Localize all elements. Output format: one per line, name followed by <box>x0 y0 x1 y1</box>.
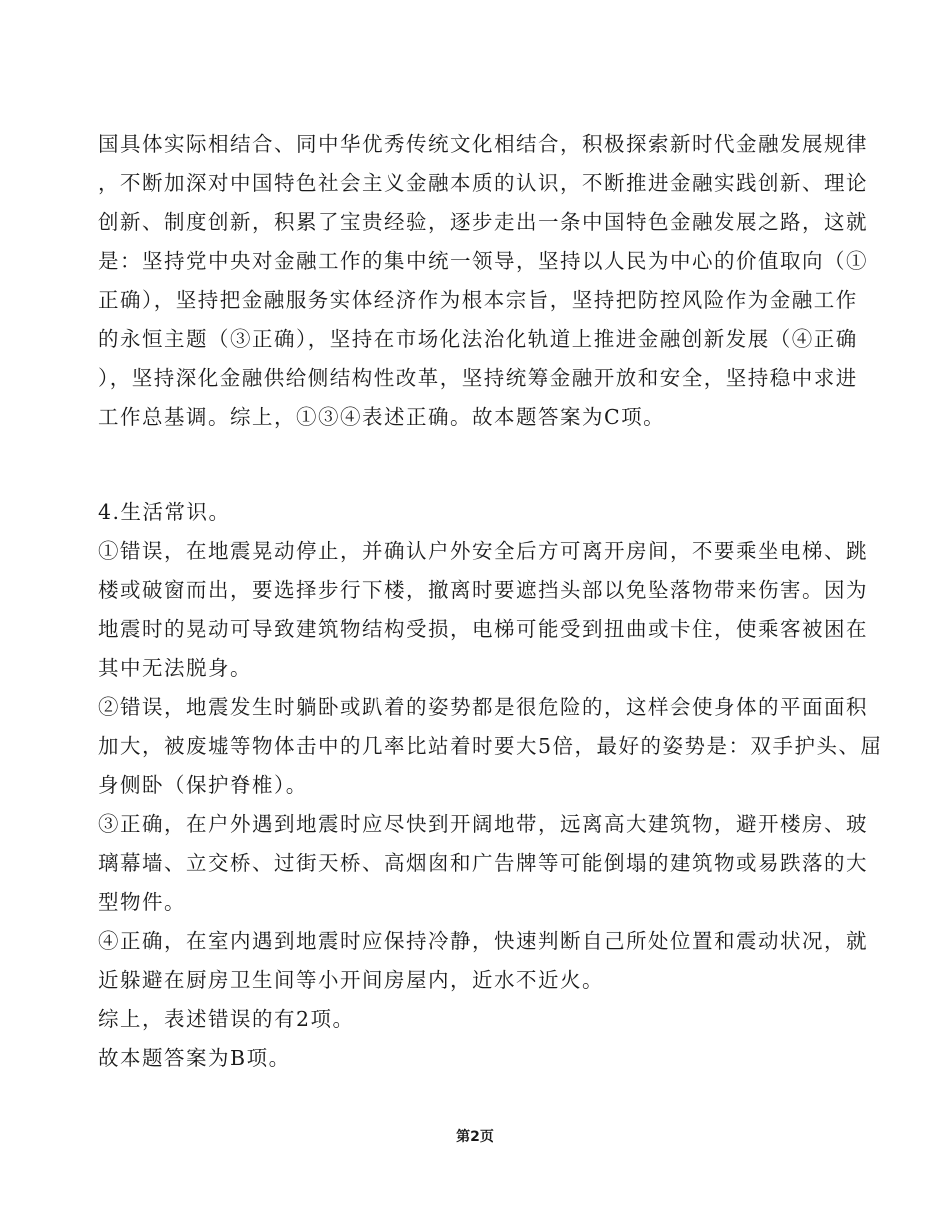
text-line: 工作总基调。综上，①③④表述正确。故本题答案为C项。 <box>98 405 666 429</box>
text-line: 是：坚持党中央对金融工作的集中统一领导，坚持以人民为中心的价值取向（① <box>98 249 868 273</box>
text-line: ②错误，地震发生时躺卧或趴着的姿势都是很危险的，这样会使身体的平面面积 <box>98 695 868 719</box>
answer-line: 故本题答案为B项。 <box>98 1046 291 1070</box>
text-line: 国具体实际相结合、同中华优秀传统文化相结合，积极探索新时代金融发展规律 <box>98 132 868 156</box>
text-line: 其中无法脱身。 <box>98 656 252 680</box>
text-line: ③正确，在户外遇到地震时应尽快到开阔地带，远离高大建筑物，避开楼房、玻 <box>98 812 868 836</box>
text-line: 创新、制度创新，积累了宝贵经验，逐步走出一条中国特色金融发展之路，这就 <box>98 210 868 234</box>
text-line: 璃幕墙、立交桥、过街天桥、高烟囱和广告牌等可能倒塌的建筑物或易跌落的大 <box>98 851 868 875</box>
text-line: 的永恒主题（③正确），坚持在市场化法治化轨道上推进金融创新发展（④正确 <box>98 327 858 351</box>
text-line: 正确），坚持把金融服务实体经济作为根本宗旨，坚持把防控风险作为金融工作 <box>98 288 858 312</box>
document-body <box>98 125 883 1078</box>
section-heading: 4.生活常识。 <box>98 500 231 524</box>
text-line: 近躲避在厨房卫生间等小开间房屋内，近水不近火。 <box>98 968 604 992</box>
text-line: 身侧卧（保护脊椎）。 <box>98 773 308 797</box>
text-line: ，不断加深对中国特色社会主义金融本质的认识，不断推进金融实践创新、理论 <box>98 171 868 195</box>
text-line: 加大，被废墟等物体击中的几率比站着时要大5倍，最好的姿势是：双手护头、屈 <box>98 734 883 758</box>
text-line: 地震时的晃动可导致建筑物结构受损，电梯可能受到扭曲或卡住，使乘客被困在 <box>98 617 868 641</box>
text-line: ④正确，在室内遇到地震时应保持冷静，快速判断自己所处位置和震动状况，就 <box>98 929 868 953</box>
summary-line: 综上，表述错误的有2项。 <box>98 1007 355 1031</box>
paragraph-top <box>98 125 868 437</box>
text-line: ①错误，在地震晃动停止，并确认户外安全后方可离开房间，不要乘坐电梯、跳 <box>98 539 868 563</box>
section-spacer <box>98 437 858 493</box>
text-line: 楼或破窗而出，要选择步行下楼，撤离时要遮挡头部以免坠落物带来伤害。因为 <box>98 578 868 602</box>
page-number: 第2页 <box>456 1129 494 1145</box>
text-line: 型物件。 <box>98 890 186 914</box>
text-line: ），坚持深化金融供给侧结构性改革，坚持统筹金融开放和安全，坚持稳中求进 <box>98 366 858 390</box>
section-4 <box>98 493 883 1078</box>
